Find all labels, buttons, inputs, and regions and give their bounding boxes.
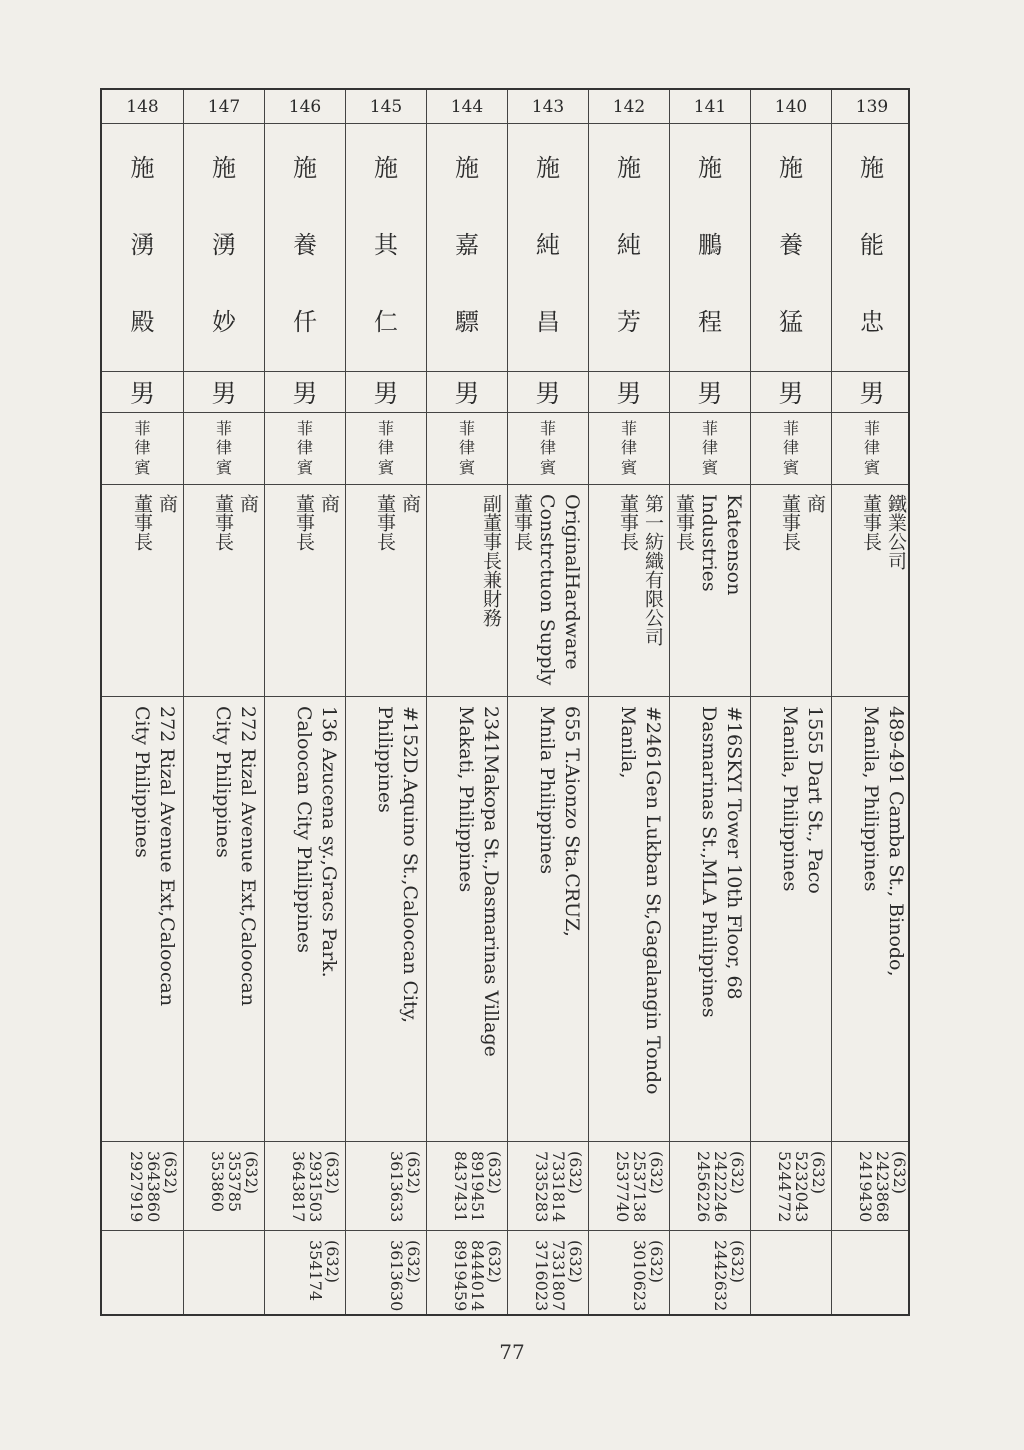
person-name bbox=[184, 123, 264, 371]
fax bbox=[508, 1230, 588, 1316]
address-line: 136 Azucena sy.,Gracs Park. bbox=[318, 706, 340, 978]
table-record-column bbox=[183, 90, 264, 1314]
gender: 男 bbox=[697, 378, 723, 408]
name-char: 施 bbox=[860, 153, 884, 182]
nationality bbox=[265, 412, 345, 484]
fax-line: 8444014 bbox=[468, 1240, 487, 1312]
table-record-column bbox=[426, 90, 507, 1314]
gender: 男 bbox=[129, 378, 155, 408]
gender: 男 bbox=[292, 378, 318, 408]
telephone-line: 2422246 bbox=[711, 1151, 730, 1223]
telephone-line: (632) bbox=[647, 1151, 666, 1195]
nationality-char: 賓 bbox=[296, 457, 313, 477]
address-line: Manila, bbox=[617, 706, 639, 779]
nationality bbox=[102, 412, 183, 484]
gender: 男 bbox=[778, 378, 804, 408]
nationality-char: 律 bbox=[620, 438, 637, 458]
name-char: 殿 bbox=[130, 308, 155, 337]
record-number: 146 bbox=[288, 96, 322, 117]
nationality-char: 賓 bbox=[215, 457, 232, 477]
name-char: 其 bbox=[374, 230, 398, 259]
job-title bbox=[184, 484, 264, 696]
address-line: 272 Rizal Avenue Ext,Caloocan bbox=[156, 706, 178, 1007]
table-record-column bbox=[264, 90, 345, 1314]
name-char: 嘉 bbox=[455, 230, 479, 259]
telephone-line: 2927919 bbox=[127, 1151, 146, 1223]
telephone-line: 8919451 bbox=[468, 1151, 487, 1223]
telephone bbox=[832, 1141, 912, 1230]
job-title-line: 董事長 bbox=[212, 494, 234, 551]
telephone bbox=[265, 1141, 345, 1230]
nationality-char: 賓 bbox=[377, 457, 394, 477]
gender: 男 bbox=[859, 378, 885, 408]
telephone-line: (632) bbox=[566, 1151, 585, 1195]
telephone-line: 7335283 bbox=[532, 1151, 551, 1223]
fax-line: 354174 bbox=[306, 1240, 325, 1302]
job-title-line: 董事長 bbox=[673, 494, 695, 551]
job-title-line: 商 bbox=[237, 494, 259, 513]
table-record-column bbox=[750, 90, 831, 1314]
address bbox=[427, 696, 507, 1141]
address-line: Caloocan City Philippines bbox=[293, 706, 315, 953]
telephone bbox=[751, 1141, 831, 1230]
fax-line: (632) bbox=[485, 1240, 504, 1284]
address-line: #152D.Aquino St.,Caloocan City, bbox=[399, 706, 421, 1023]
job-title bbox=[832, 484, 912, 696]
nationality-char: 賓 bbox=[701, 457, 718, 477]
job-title-line: 商 bbox=[318, 494, 340, 513]
job-title-line: 董事長 bbox=[511, 494, 533, 551]
job-title bbox=[508, 484, 588, 696]
nationality-char: 賓 bbox=[458, 457, 475, 477]
fax bbox=[184, 1230, 264, 1316]
address-line: 655 T.Aionzo Sta.CRUZ, bbox=[561, 706, 583, 937]
nationality-char: 菲 bbox=[620, 419, 637, 439]
address bbox=[102, 696, 183, 1141]
name-char: 湧 bbox=[130, 230, 155, 259]
job-title-line: 第一紡織有限公司 bbox=[642, 494, 664, 646]
job-title bbox=[670, 484, 750, 696]
telephone bbox=[346, 1141, 426, 1230]
nationality-char: 菲 bbox=[863, 419, 880, 439]
nationality-char: 律 bbox=[458, 438, 475, 458]
address bbox=[346, 696, 426, 1141]
job-title-line: 董事長 bbox=[779, 494, 801, 551]
nationality-char: 律 bbox=[377, 438, 394, 458]
fax bbox=[751, 1230, 831, 1316]
address bbox=[751, 696, 831, 1141]
telephone-line: (632) bbox=[809, 1151, 828, 1195]
telephone-line: 353785 bbox=[225, 1151, 244, 1213]
fax-line: (632) bbox=[566, 1240, 585, 1284]
person-name bbox=[265, 123, 345, 371]
address-line: Philippines bbox=[374, 706, 396, 813]
job-title-line: 商 bbox=[399, 494, 421, 513]
fax bbox=[427, 1230, 507, 1316]
telephone-line: 353860 bbox=[208, 1151, 227, 1213]
nationality bbox=[589, 412, 669, 484]
fax-line: 3613630 bbox=[387, 1240, 406, 1312]
nationality bbox=[427, 412, 507, 484]
name-char: 程 bbox=[698, 308, 722, 337]
address-line: Makati, Philippines bbox=[455, 706, 477, 893]
name-char: 養 bbox=[293, 230, 317, 259]
telephone-line: 3643817 bbox=[289, 1151, 308, 1223]
name-char: 能 bbox=[860, 230, 884, 259]
table-record-column bbox=[669, 90, 750, 1314]
name-char: 仟 bbox=[293, 308, 317, 337]
job-title-line: OriginalHardware bbox=[561, 494, 583, 670]
name-char: 施 bbox=[293, 153, 317, 182]
name-char: 施 bbox=[698, 153, 722, 182]
address-line: City Philippines bbox=[131, 706, 153, 858]
job-title-line: Constrctuon Supply bbox=[536, 494, 558, 686]
address-line: City Philippines bbox=[212, 706, 234, 858]
name-char: 妙 bbox=[212, 308, 236, 337]
person-name bbox=[832, 123, 912, 371]
job-title-line: Kateenson bbox=[723, 494, 745, 596]
address-line: 1555 Dart St., Paco bbox=[804, 706, 826, 894]
roster-table bbox=[100, 88, 910, 1316]
name-char: 施 bbox=[212, 153, 236, 182]
telephone-line: 2537138 bbox=[630, 1151, 649, 1223]
name-char: 鵬 bbox=[698, 230, 722, 259]
telephone bbox=[589, 1141, 669, 1230]
address-line: #16SKYI Tower 10th Floor, 68 bbox=[723, 706, 745, 1000]
fax-line: (632) bbox=[404, 1240, 423, 1284]
job-title-line: 董事長 bbox=[617, 494, 639, 551]
name-char: 施 bbox=[617, 153, 641, 182]
person-name bbox=[589, 123, 669, 371]
job-title-line: 商 bbox=[156, 494, 178, 513]
telephone bbox=[427, 1141, 507, 1230]
job-title bbox=[751, 484, 831, 696]
job-title-line: 董事長 bbox=[374, 494, 396, 551]
nationality-char: 菲 bbox=[134, 419, 151, 439]
person-name bbox=[427, 123, 507, 371]
telephone-line: (632) bbox=[890, 1151, 909, 1195]
person-name bbox=[670, 123, 750, 371]
table-record-column bbox=[345, 90, 426, 1314]
address bbox=[589, 696, 669, 1141]
fax-line: 8919459 bbox=[451, 1240, 470, 1312]
record-number: 143 bbox=[531, 96, 565, 117]
nationality bbox=[346, 412, 426, 484]
job-title bbox=[427, 484, 507, 696]
table-record-column bbox=[102, 90, 183, 1314]
address bbox=[508, 696, 588, 1141]
nationality-char: 律 bbox=[134, 438, 151, 458]
fax-line: (632) bbox=[728, 1240, 747, 1284]
nationality bbox=[832, 412, 912, 484]
job-title bbox=[102, 484, 183, 696]
gender: 男 bbox=[616, 378, 642, 408]
name-char: 施 bbox=[455, 153, 479, 182]
name-char: 猛 bbox=[779, 308, 803, 337]
record-number: 141 bbox=[693, 96, 727, 117]
fax bbox=[670, 1230, 750, 1316]
address-line: 272 Rizal Avenue Ext,Caloocan bbox=[237, 706, 259, 1007]
nationality-char: 菲 bbox=[782, 419, 799, 439]
name-char: 施 bbox=[374, 153, 398, 182]
table-record-column bbox=[507, 90, 588, 1314]
nationality-char: 律 bbox=[215, 438, 232, 458]
job-title-line: 鐵業公司 bbox=[885, 494, 907, 570]
person-name bbox=[751, 123, 831, 371]
nationality-char: 菲 bbox=[377, 419, 394, 439]
address-line: 489-491 Camba St., Binodo, bbox=[885, 706, 907, 977]
name-char: 施 bbox=[536, 153, 560, 182]
address-line: #2461Gen Lukban St,Gagalangin Tondo bbox=[642, 706, 664, 1095]
job-title-line: 副董事長兼財務 bbox=[480, 494, 502, 627]
job-title bbox=[346, 484, 426, 696]
telephone-line: 7331814 bbox=[549, 1151, 568, 1223]
telephone bbox=[508, 1141, 588, 1230]
address-line: Manila, Philippines bbox=[779, 706, 801, 892]
name-char: 養 bbox=[779, 230, 803, 259]
address-line: 2341Makopa St.,Dasmarinas Village bbox=[480, 706, 502, 1057]
nationality-char: 律 bbox=[863, 438, 880, 458]
gender: 男 bbox=[373, 378, 399, 408]
job-title-line: Industries bbox=[698, 494, 720, 592]
name-char: 仁 bbox=[374, 308, 398, 337]
fax bbox=[102, 1230, 183, 1316]
nationality-char: 菲 bbox=[458, 419, 475, 439]
nationality-char: 菲 bbox=[701, 419, 718, 439]
nationality bbox=[184, 412, 264, 484]
gender: 男 bbox=[535, 378, 561, 408]
fax-line: (632) bbox=[647, 1240, 666, 1284]
telephone-line: (632) bbox=[404, 1151, 423, 1195]
nationality-char: 賓 bbox=[134, 457, 151, 477]
person-name bbox=[508, 123, 588, 371]
nationality bbox=[670, 412, 750, 484]
telephone-line: 2537740 bbox=[613, 1151, 632, 1223]
record-number: 144 bbox=[450, 96, 484, 117]
gender: 男 bbox=[454, 378, 480, 408]
fax bbox=[346, 1230, 426, 1316]
table-record-column bbox=[588, 90, 669, 1314]
nationality-char: 菲 bbox=[539, 419, 556, 439]
person-name bbox=[102, 123, 183, 371]
address bbox=[265, 696, 345, 1141]
table-record-column bbox=[831, 90, 912, 1314]
record-number: 139 bbox=[855, 96, 889, 117]
telephone-line: 3613633 bbox=[387, 1151, 406, 1223]
telephone-line: 2456226 bbox=[694, 1151, 713, 1223]
record-number: 147 bbox=[207, 96, 241, 117]
fax-line: 3010623 bbox=[630, 1240, 649, 1312]
job-title-line: 商 bbox=[804, 494, 826, 513]
telephone-line: (632) bbox=[242, 1151, 261, 1195]
nationality-char: 菲 bbox=[215, 419, 232, 439]
telephone-line: (632) bbox=[728, 1151, 747, 1195]
address-line: Dasmarinas St.,MLA Philippines bbox=[698, 706, 720, 1018]
address-line: Manila, Philippines bbox=[860, 706, 882, 892]
job-title bbox=[265, 484, 345, 696]
record-number: 142 bbox=[612, 96, 646, 117]
name-char: 湧 bbox=[212, 230, 236, 259]
job-title bbox=[589, 484, 669, 696]
name-char: 芳 bbox=[617, 308, 641, 337]
telephone-line: 8437431 bbox=[451, 1151, 470, 1223]
telephone-line: 2931503 bbox=[306, 1151, 325, 1223]
fax bbox=[265, 1230, 345, 1316]
fax-line: 3716023 bbox=[532, 1240, 551, 1312]
nationality-char: 賓 bbox=[620, 457, 637, 477]
telephone-line: 2419430 bbox=[856, 1151, 875, 1223]
telephone-line: 2423868 bbox=[873, 1151, 892, 1223]
telephone bbox=[670, 1141, 750, 1230]
nationality-char: 賓 bbox=[539, 457, 556, 477]
fax-line: 2442632 bbox=[711, 1240, 730, 1312]
person-name bbox=[346, 123, 426, 371]
fax bbox=[589, 1230, 669, 1316]
nationality-char: 菲 bbox=[296, 419, 313, 439]
job-title-line: 董事長 bbox=[131, 494, 153, 551]
nationality-char: 律 bbox=[539, 438, 556, 458]
address bbox=[832, 696, 912, 1141]
gender: 男 bbox=[211, 378, 237, 408]
telephone bbox=[102, 1141, 183, 1230]
nationality-char: 賓 bbox=[782, 457, 799, 477]
telephone-line: (632) bbox=[485, 1151, 504, 1195]
telephone-line: 3643860 bbox=[144, 1151, 163, 1223]
address-line: Mnila Philippines bbox=[536, 706, 558, 875]
nationality-char: 律 bbox=[782, 438, 799, 458]
nationality-char: 律 bbox=[296, 438, 313, 458]
nationality bbox=[751, 412, 831, 484]
fax bbox=[832, 1230, 912, 1316]
name-char: 施 bbox=[779, 153, 803, 182]
nationality-char: 律 bbox=[701, 438, 718, 458]
job-title-line: 董事長 bbox=[860, 494, 882, 551]
record-number: 145 bbox=[369, 96, 403, 117]
job-title-line: 董事長 bbox=[293, 494, 315, 551]
name-char: 忠 bbox=[860, 308, 884, 337]
name-char: 昌 bbox=[536, 308, 560, 337]
telephone-line: (632) bbox=[323, 1151, 342, 1195]
name-char: 純 bbox=[617, 230, 641, 259]
telephone bbox=[184, 1141, 264, 1230]
name-char: 純 bbox=[536, 230, 560, 259]
record-number: 140 bbox=[774, 96, 808, 117]
telephone-line: 5232043 bbox=[792, 1151, 811, 1223]
address bbox=[670, 696, 750, 1141]
page-number: 77 bbox=[499, 1340, 525, 1364]
telephone-line: 5244772 bbox=[775, 1151, 794, 1223]
telephone-line: (632) bbox=[161, 1151, 180, 1195]
nationality-char: 賓 bbox=[863, 457, 880, 477]
name-char: 施 bbox=[130, 153, 155, 182]
nationality bbox=[508, 412, 588, 484]
address bbox=[184, 696, 264, 1141]
name-char: 驃 bbox=[455, 308, 479, 337]
fax-line: (632) bbox=[323, 1240, 342, 1284]
record-number: 148 bbox=[126, 96, 159, 117]
fax-line: 7331807 bbox=[549, 1240, 568, 1312]
